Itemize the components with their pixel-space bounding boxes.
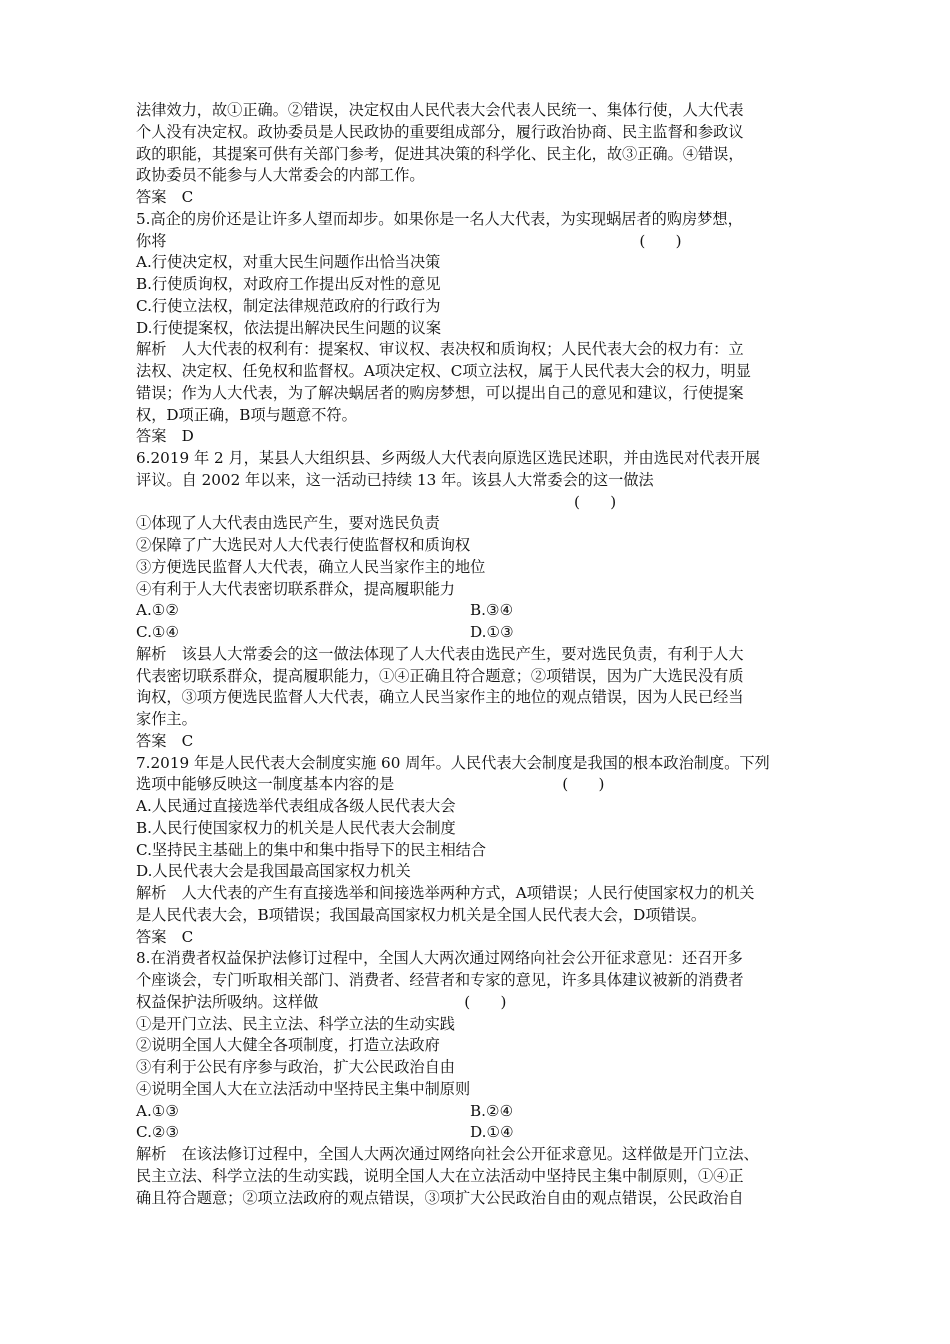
option-line: D.行使提案权，依法提出解决民生问题的议案 bbox=[136, 318, 442, 337]
option-d: D.①④ bbox=[470, 1123, 514, 1142]
option-line: B.人民行使国家权力的机关是人民代表大会制度 bbox=[136, 818, 456, 837]
text-line: 政的职能，其提案可供有关部门参考，促进其决策的科学化、民主化，故③正确。④错误， bbox=[136, 144, 744, 163]
question-7-stem: 7.2019 年是人民代表大会制度实施 60 周年。人民代表大会制度是我国的根本政治制度。下列 bbox=[136, 753, 770, 772]
question-stem-text: 你将 bbox=[136, 231, 167, 250]
option-line: A.行使决定权，对重大民生问题作出恰当决策 bbox=[136, 253, 441, 272]
question-stem-text: 选项中能够反映这一制度基本内容的是 bbox=[136, 775, 395, 794]
text-line: 政协委员不能参与人大常委会的内部工作。 bbox=[136, 166, 425, 185]
answer-blank: ( ) bbox=[574, 492, 617, 511]
analysis-line: 确且符合题意；②项立法政府的观点错误，③项扩大公民政治自由的观点错误，公民政治自 bbox=[136, 1188, 744, 1207]
question-8-stem: 8.在消费者权益保护法修订过程中，全国人大两次通过网络向社会公开征求意见：还召开多 bbox=[136, 949, 743, 968]
answer-blank: ( ) bbox=[464, 992, 507, 1011]
analysis-line: 错误；作为人大代表，为了解决蜗居者的购房梦想，可以提出自己的意见和建议，行使提案 bbox=[136, 383, 744, 402]
options-row bbox=[136, 600, 826, 622]
answer-line: 答案 C bbox=[136, 188, 194, 206]
question-7-stem-end bbox=[136, 774, 826, 796]
analysis-line: 民主立法、科学立法的生动实践，说明全国人大在立法活动中坚持民主集中制原则，①④正 bbox=[136, 1166, 744, 1185]
analysis-line: 解析 在该法修订过程中，全国人大两次通过网络向社会公开征求意见。这样做是开门立法、 bbox=[136, 1145, 759, 1163]
option-d: D.①③ bbox=[470, 623, 514, 641]
option-line: A.人民通过直接选举代表组成各级人民代表大会 bbox=[136, 797, 456, 815]
statement-line: ④有利于人大代表密切联系群众，提高履职能力 bbox=[136, 579, 455, 598]
statement-line: ②说明全国人大健全各项制度，打造立法政府 bbox=[136, 1036, 440, 1055]
answer-blank: ( ) bbox=[639, 231, 682, 250]
question-8-stem-end bbox=[136, 992, 826, 1014]
statement-line: ②保障了广大选民对人大代表行使监督权和质询权 bbox=[136, 536, 471, 554]
option-c: C.②③ bbox=[136, 1123, 180, 1142]
option-a: A.①② bbox=[136, 601, 180, 620]
options-row bbox=[136, 1122, 826, 1144]
analysis-line: 询权，③项方便选民监督人大代表，确立人民当家作主的地位的观点错误，因为人民已经当 bbox=[136, 688, 744, 707]
text-line: 法律效力，故①正确。②错误，决定权由人民代表大会代表人民统一、集体行使，人大代表 bbox=[136, 101, 744, 119]
analysis-line: 权，D项正确，B项与题意不符。 bbox=[136, 405, 357, 424]
answer-blank-line bbox=[136, 492, 826, 514]
option-line: B.行使质询权，对政府工作提出反对性的意见 bbox=[136, 275, 441, 293]
statement-line: ③方便选民监督人大代表，确立人民当家作主的地位 bbox=[136, 557, 486, 576]
question-8-stem: 个座谈会，专门听取相关部门、消费者、经营者和专家的意见，许多具体建议被新的消费者 bbox=[136, 971, 744, 989]
question-6-stem: 6.2019 年 2 月，某县人大组织县、乡两级人大代表向原选区选民述职，并由选民对代表开展 bbox=[136, 449, 761, 467]
question-5-stem: 5.高企的房价还是让许多人望而却步。如果你是一名人大代表，为实现蜗居者的购房梦想， bbox=[136, 209, 743, 228]
option-a: A.①③ bbox=[136, 1101, 180, 1120]
analysis-line: 解析 人大代表的权利有：提案权、审议权、表决权和质询权；人民代表大会的权力有：立 bbox=[136, 340, 744, 359]
answer-blank: ( ) bbox=[562, 775, 605, 794]
option-b: B.②④ bbox=[470, 1101, 514, 1120]
statement-line: ④说明全国人大在立法活动中坚持民主集中制原则 bbox=[136, 1079, 471, 1098]
option-b: B.③④ bbox=[470, 601, 514, 620]
options-row bbox=[136, 1101, 826, 1123]
option-line: D.人民代表大会是我国最高国家权力机关 bbox=[136, 862, 411, 881]
option-line: C.坚持民主基础上的集中和集中指导下的民主相结合 bbox=[136, 840, 487, 859]
question-stem-text: 权益保护法所吸纳。这样做 bbox=[136, 992, 319, 1011]
option-c: C.①④ bbox=[136, 623, 180, 641]
option-line: C.行使立法权，制定法律规范政府的行政行为 bbox=[136, 296, 441, 315]
statement-line: ①体现了人大代表由选民产生，要对选民负责 bbox=[136, 514, 440, 533]
question-5-stem-end bbox=[136, 231, 826, 253]
statement-line: ①是开门立法、民主立法、科学立法的生动实践 bbox=[136, 1014, 455, 1033]
document-body bbox=[136, 100, 826, 1209]
analysis-line: 法权、决定权、任免权和监督权。A项决定权、C项立法权，属于人民代表大会的权力，明显 bbox=[136, 362, 751, 380]
statement-line: ③有利于公民有序参与政治，扩大公民政治自由 bbox=[136, 1058, 455, 1076]
analysis-line: 家作主。 bbox=[136, 710, 197, 728]
text-line: 个人没有决定权。政协委员是人民政协的重要组成部分，履行政治协商、民主监督和参政议 bbox=[136, 122, 744, 141]
answer-line: 答案 D bbox=[136, 427, 194, 446]
analysis-line: 解析 该县人大常委会的这一做法体现了人大代表由选民产生，要对选民负责，有利于人大 bbox=[136, 644, 744, 663]
answer-line: 答案 C bbox=[136, 927, 194, 946]
analysis-line: 是人民代表大会，B项错误；我国最高国家权力机关是全国人民代表大会，D项错误。 bbox=[136, 905, 707, 924]
analysis-line: 代表密切联系群众，提高履职能力，①④正确且符合题意；②项错误，因为广大选民没有质 bbox=[136, 666, 744, 685]
answer-line: 答案 C bbox=[136, 731, 194, 750]
analysis-line: 解析 人大代表的产生有直接选举和间接选举两种方式，A项错误；人民行使国家权力的机关 bbox=[136, 884, 755, 902]
options-row bbox=[136, 622, 826, 644]
question-6-stem: 评议。自 2002 年以来，这一活动已持续 13 年。该县人大常委会的这一做法 bbox=[136, 470, 654, 489]
